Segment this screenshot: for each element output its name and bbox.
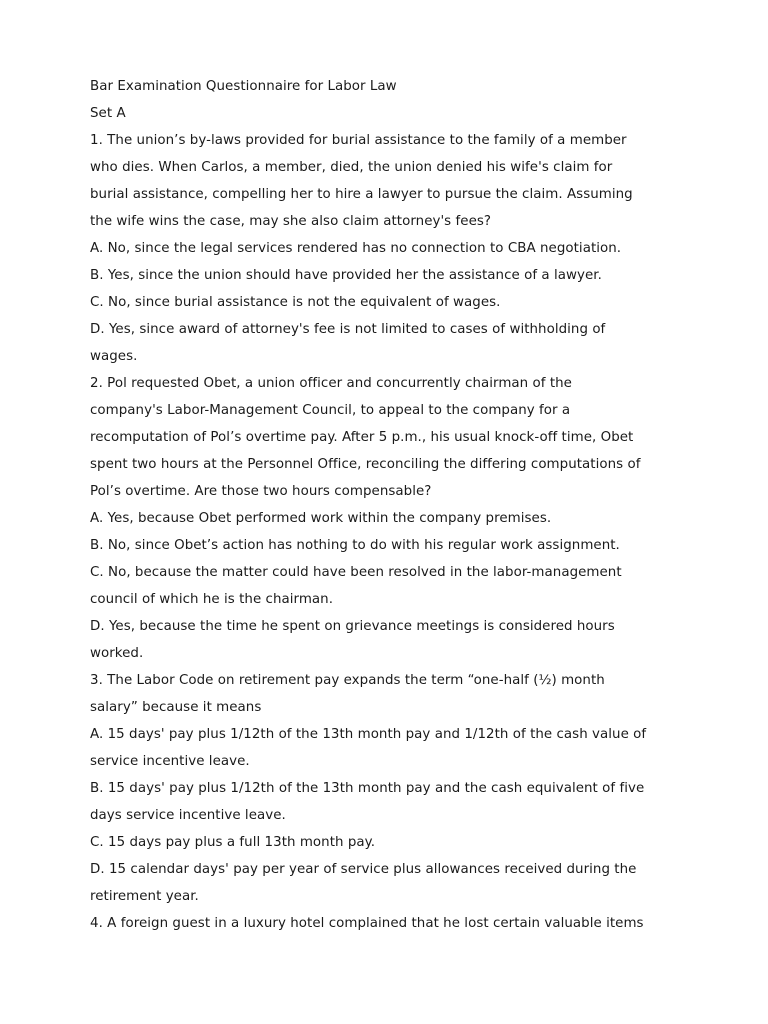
question-1-line-4: the wife wins the case, may she also claim attorney's fees? [90, 214, 492, 229]
question-3-choice-c: C. 15 days pay plus a full 13th month pay. [90, 835, 376, 850]
question-1-line-1: 1. The union’s by-laws provided for burial assistance to the family of a member [90, 133, 627, 148]
question-2-line-4: spent two hours at the Personnel Office, reconciling the differing computations of [90, 457, 641, 472]
question-1-choice-b: B. Yes, since the union should have provided her the assistance of a lawyer. [90, 268, 602, 283]
question-1-choice-a: A. No, since the legal services rendered has no connection to CBA negotiation. [90, 241, 622, 256]
question-2-line-5: Pol’s overtime. Are those two hours compensable? [90, 484, 432, 499]
question-3-choice-d-line-1: D. 15 calendar days' pay per year of service plus allowances received during the [90, 862, 637, 877]
question-4-line-1: 4. A foreign guest in a luxury hotel complained that he lost certain valuable items [90, 916, 644, 931]
question-2-line-2: company's Labor-Management Council, to appeal to the company for a [90, 403, 571, 418]
question-2-line-3: recomputation of Pol’s overtime pay. After 5 p.m., his usual knock-off time, Obet [90, 430, 634, 445]
question-2-choice-d-line-2: worked. [90, 646, 144, 661]
question-3-choice-b-line-1: B. 15 days' pay plus 1/12th of the 13th month pay and the cash equivalent of five [90, 781, 645, 796]
question-1-choice-d-line-1: D. Yes, since award of attorney's fee is not limited to cases of withholding of [90, 322, 606, 337]
question-3-line-1: 3. The Labor Code on retirement pay expands the term “one-half (½) month [90, 673, 605, 688]
set-label: Set A [90, 106, 126, 121]
question-2-choice-c-line-1: C. No, because the matter could have been resolved in the labor-management [90, 565, 622, 580]
question-2-choice-c-line-2: council of which he is the chairman. [90, 592, 334, 607]
question-2-choice-b: B. No, since Obet’s action has nothing to do with his regular work assignment. [90, 538, 620, 553]
question-1-choice-c: C. No, since burial assistance is not the equivalent of wages. [90, 295, 501, 310]
question-2-line-1: 2. Pol requested Obet, a union officer and concurrently chairman of the [90, 376, 572, 391]
question-1-choice-d-line-2: wages. [90, 349, 138, 364]
question-1-line-3: burial assistance, compelling her to hire a lawyer to pursue the claim. Assuming [90, 187, 633, 202]
question-3-choice-a-line-2: service incentive leave. [90, 754, 250, 769]
question-2-choice-a: A. Yes, because Obet performed work within the company premises. [90, 511, 552, 526]
question-3-line-2: salary” because it means [90, 700, 262, 715]
document-title: Bar Examination Questionnaire for Labor Law [90, 79, 397, 94]
question-1-line-2: who dies. When Carlos, a member, died, the union denied his wife's claim for [90, 160, 613, 175]
question-2-choice-d-line-1: D. Yes, because the time he spent on grievance meetings is considered hours [90, 619, 615, 634]
question-3-choice-a-line-1: A. 15 days' pay plus 1/12th of the 13th month pay and 1/12th of the cash value of [90, 727, 647, 742]
document-body [90, 73, 670, 937]
question-3-choice-d-line-2: retirement year. [90, 889, 199, 904]
question-3-choice-b-line-2: days service incentive leave. [90, 808, 286, 823]
